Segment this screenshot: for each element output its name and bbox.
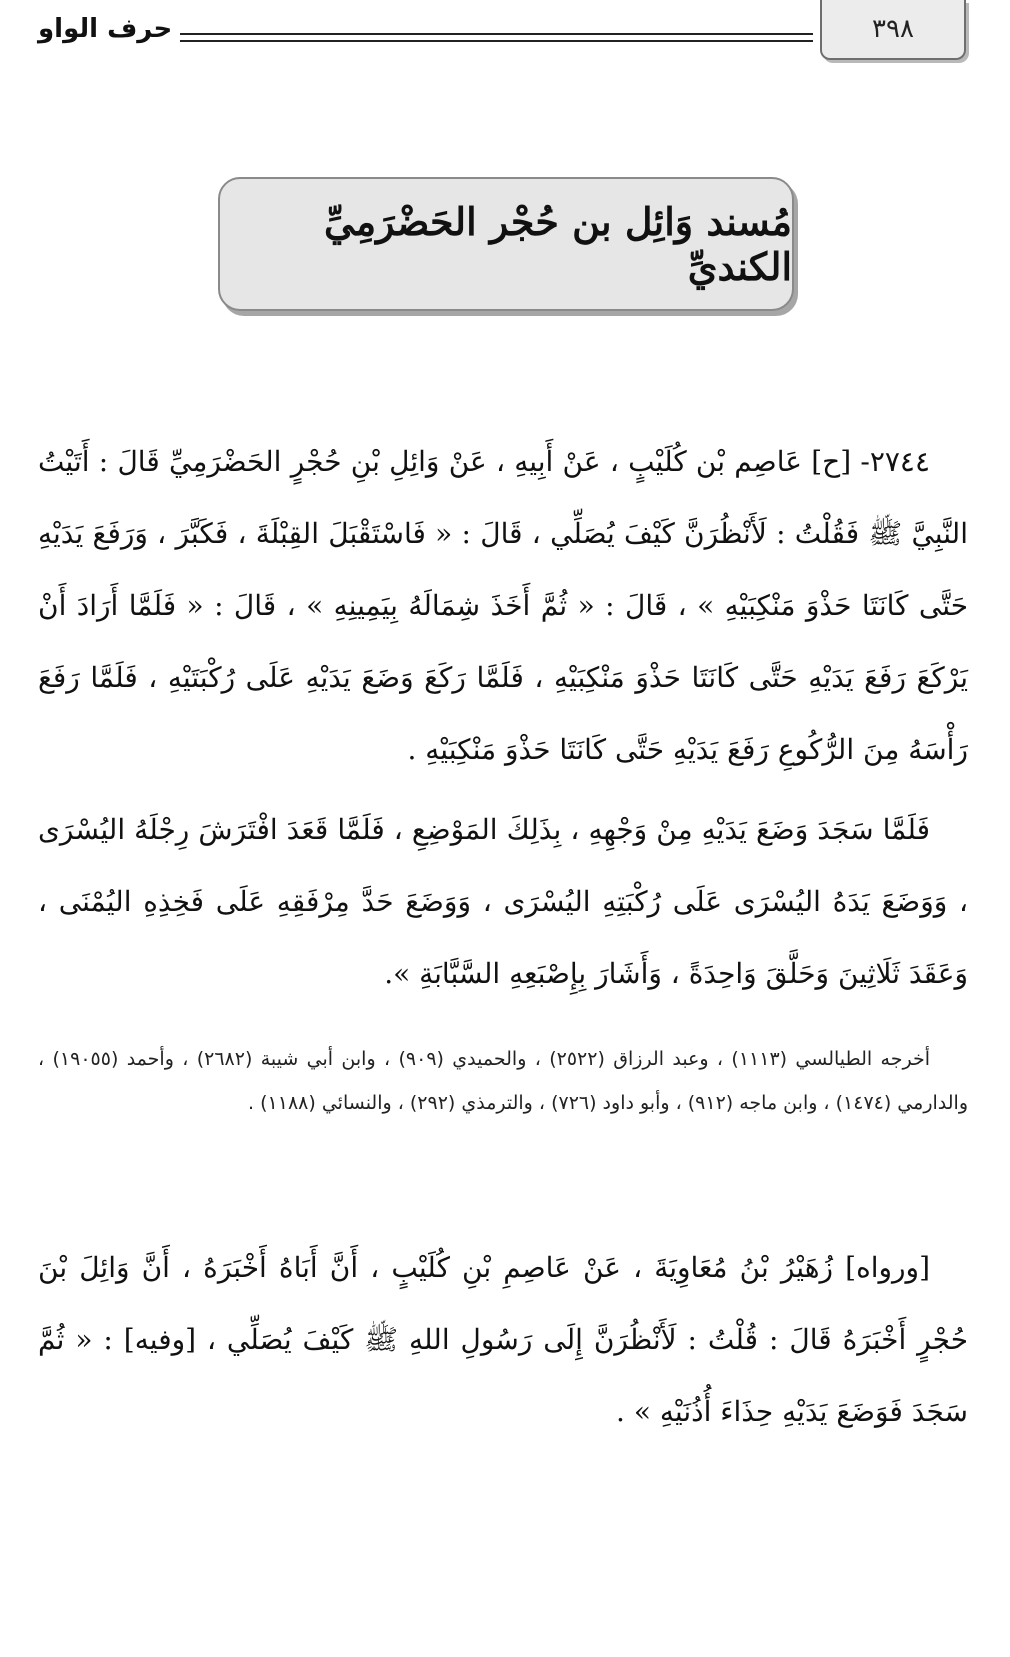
- header-rule-bottom: [180, 40, 813, 42]
- page-number: ٣٩٨: [872, 14, 914, 44]
- running-header-title: حرف الواو: [38, 14, 173, 44]
- takhrij-footnote: أخرجه الطيالسي (١١١٣) ، وعبد الرزاق (٢٥٢٢) ، والحميدي (٩٠٩) ، وابن أبي شيبة (٢٦٨٢) ، وأحمد (١٩٠٥٥) ، والدارمي (١٤٧٤) ، وابن ماجه (٩١٢) ، وأبو داود (٧٢٦) ، والترمذي (٢٩٢) ، والنسائي (١١٨٨) .: [38, 1048, 968, 1114]
- header-rule-top: [180, 33, 813, 35]
- hadith-paragraph-1: ٢٧٤٤- [ح] عَاصِم بْن كُلَيْبٍ ، عَنْ أَبِيهِ ، عَنْ وَائِلِ بْنِ حُجْرٍ الحَضْرَمِيِّ قَالَ : أَتَيْتُ النَّبِيَّ ﷺ فَقُلْتُ : لَأَنْظُرَنَّ كَيْفَ يُصَلِّي ، قَالَ : « فَاسْتَقْبَلَ القِبْلَةَ ، فَكَبَّرَ ، وَرَفَعَ يَدَيْهِ حَتَّى كَانَتَا حَذْوَ مَنْكِبَيْهِ » ، قَالَ : « ثُمَّ أَخَذَ شِمَالَهُ بِيَمِينِهِ » ، قَالَ : « فَلَمَّا أَرَادَ أَنْ يَرْكَعَ رَفَعَ يَدَيْهِ حَتَّى كَانَتَا حَذْوَ مَنْكِبَيْهِ ، فَلَمَّا رَكَعَ وَضَعَ يَدَيْهِ عَلَى رُكْبَتَيْهِ ، فَلَمَّا رَفَعَ رَأْسَهُ مِنَ الرُّكُوعِ رَفَعَ يَدَيْهِ حَتَّى كَانَتَا حَذْوَ مَنْكِبَيْهِ .: [38, 445, 968, 766]
- page-number-badge: [820, 0, 966, 60]
- hadith-paragraph-3: [ورواه] زُهَيْرُ بْنُ مُعَاوِيَةَ ، عَنْ عَاصِمِ بْنِ كُلَيْبٍ ، أَنَّ أَبَاهُ أَخْبَرَهُ ، أَنَّ وَائِلَ بْنَ حُجْرٍ أَخْبَرَهُ قَالَ : قُلْتُ : لَأَنْظُرَنَّ إِلَى رَسُولِ اللهِ ﷺ كَيْفَ يُصَلِّي ، [وفيه] : « ثُمَّ سَجَدَ فَوَضَعَ يَدَيْهِ حِذَاءَ أُذُنَيْهِ » .: [38, 1251, 968, 1428]
- section-title-box: [218, 177, 794, 311]
- section-title: مُسند وَائِل بن حُجْر الحَضْرَمِيِّ الكنديِّ: [324, 199, 792, 289]
- hadith-paragraph-2: فَلَمَّا سَجَدَ وَضَعَ يَدَيْهِ مِنْ وَجْهِهِ ، بِذَلِكَ المَوْضِعِ ، فَلَمَّا قَعَدَ افْتَرَشَ رِجْلَهُ اليُسْرَى ، وَوَضَعَ يَدَهُ اليُسْرَى عَلَى رُكْبَتِهِ اليُسْرَى ، وَوَضَعَ حَدَّ مِرْفَقِهِ عَلَى فَخِذِهِ اليُمْنَى ، وَعَقَدَ ثَلَاثِينَ وَحَلَّقَ وَاحِدَةً ، وَأَشَارَ بِإِصْبَعِهِ السَّبَّابَةِ ».: [38, 813, 968, 990]
